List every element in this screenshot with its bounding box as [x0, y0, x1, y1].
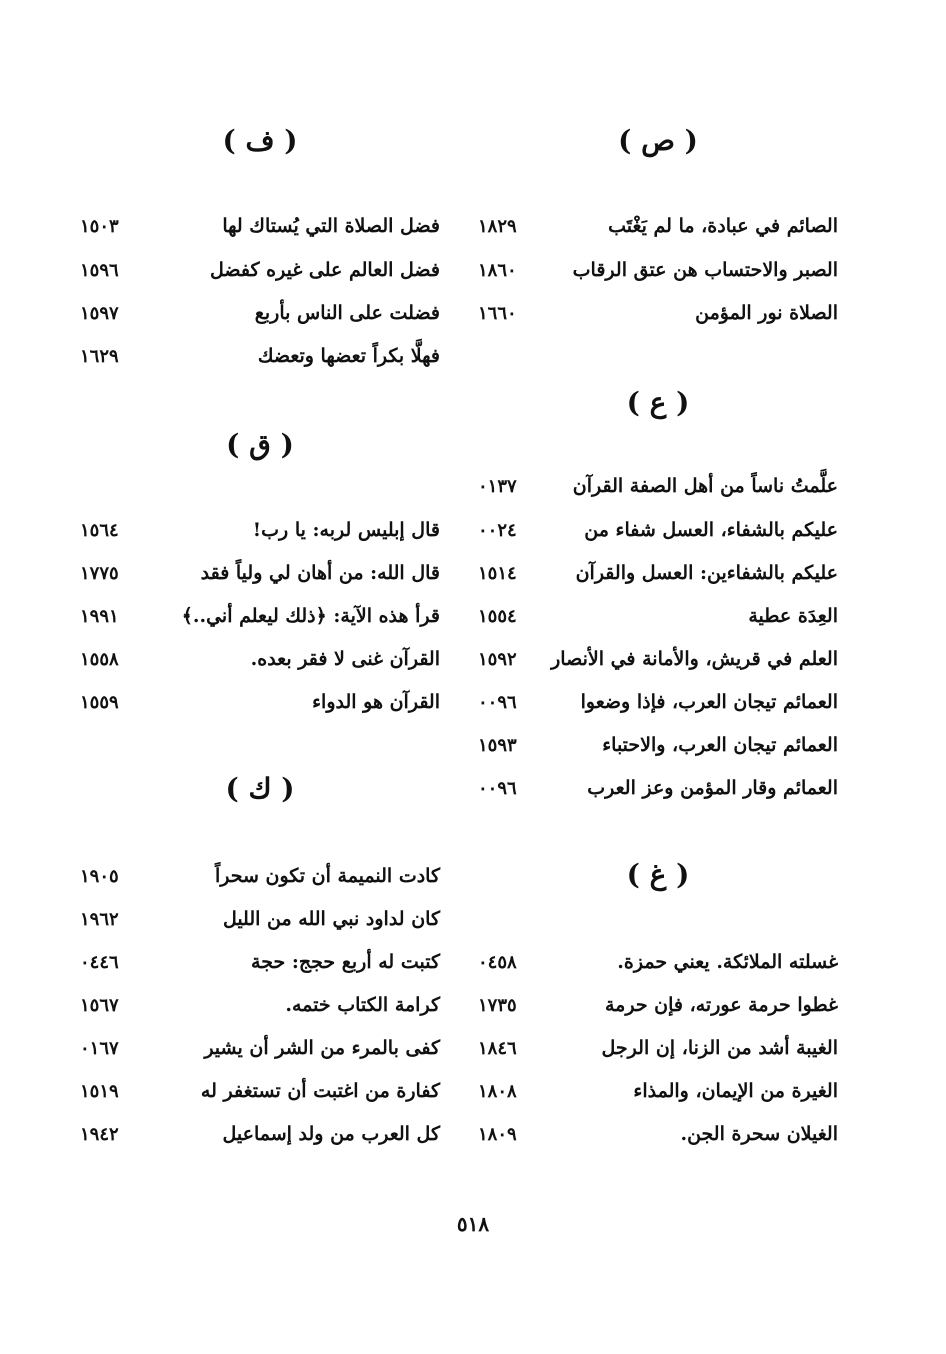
left-column [80, 0, 440, 1180]
entry-number: ١٦٢٩ [80, 345, 119, 367]
section-heading-sad: ( ص ) [618, 124, 698, 157]
entry-number: ١٨٢٩ [478, 215, 517, 237]
entry-number: ١٩٠٥ [80, 865, 119, 887]
entry-number: ٠١٦٧ [80, 1037, 119, 1059]
entry-text: فضل العالم على غيره كفضل [210, 259, 440, 281]
index-entry [478, 598, 838, 634]
entry-text: عليكم بالشفاء، العسل شفاء من [584, 519, 838, 541]
index-entry [80, 858, 440, 894]
section-heading-ayn: ( ع ) [626, 386, 690, 419]
section-heading-fa: ( ف ) [222, 124, 298, 157]
index-entry [80, 295, 440, 331]
index-entry [80, 555, 440, 591]
entry-number: ١٧٣٥ [478, 994, 517, 1016]
entry-text: قرأ هذه الآية: ﴿ذلك ليعلم أني..﴾ [181, 605, 440, 627]
index-entry [478, 1116, 838, 1152]
index-entry [478, 1030, 838, 1066]
entry-number: ١٩٦٢ [80, 908, 119, 930]
index-entry [478, 641, 838, 677]
index-entry [478, 555, 838, 591]
entry-text: الغيرة من الإيمان، والمذاء [633, 1080, 838, 1102]
index-entry [478, 295, 838, 331]
entry-text: الصائم في عبادة، ما لم يَغْتَب [608, 215, 838, 237]
index-entry [478, 770, 838, 806]
entry-number: ١٥٦٧ [80, 994, 119, 1016]
index-entry [80, 252, 440, 288]
index-entry [80, 1030, 440, 1066]
entry-number: ١٩٤٢ [80, 1123, 119, 1145]
entry-text: كان لداود نبي الله من الليل [222, 908, 440, 930]
entry-text: قال إبليس لربه: يا رب! [252, 519, 440, 541]
entry-number: ١٥٩٧ [80, 302, 119, 324]
entry-number: ١٨٠٨ [478, 1080, 517, 1102]
section-heading-kaf: ( ك ) [225, 772, 295, 805]
index-entry [478, 468, 838, 504]
entry-text: قال الله: من أهان لي ولياً فقد [200, 562, 440, 584]
entry-number: ١٥٥٨ [80, 648, 119, 670]
entry-text: كادت النميمة أن تكون سحراً [214, 865, 440, 887]
index-entry [80, 598, 440, 634]
entry-number: ١٥٥٤ [478, 605, 517, 627]
index-entry [80, 1073, 440, 1109]
entry-number: ١٥٩٦ [80, 259, 119, 281]
index-entry [478, 512, 838, 548]
entry-text: فهلَّا بكراً تعضها وتعضك [257, 345, 440, 367]
index-entry [478, 944, 838, 980]
entry-text: العمائم تيجان العرب، فإذا وضعوا [580, 691, 838, 713]
entry-text: العمائم وقار المؤمن وعز العرب [587, 777, 838, 799]
entry-number: ١٥٥٩ [80, 691, 119, 713]
entry-text: كتبت له أربع حجج: حجة [251, 951, 440, 973]
entry-text: العلم في قريش، والأمانة في الأنصار [551, 648, 838, 670]
index-entry [80, 338, 440, 374]
index-entry [80, 208, 440, 244]
entry-number: ٠٠٩٦ [478, 691, 517, 713]
section-heading-qaf: ( ق ) [226, 428, 294, 461]
entry-number: ١٥٦٤ [80, 519, 119, 541]
index-entry [80, 1116, 440, 1152]
index-entry [478, 987, 838, 1023]
index-entry [478, 684, 838, 720]
entry-number: ١٨٠٩ [478, 1123, 517, 1145]
entry-number: ١٧٧٥ [80, 562, 119, 584]
entry-number: ١٥٩٢ [478, 648, 517, 670]
entry-number: ٠٤٥٨ [478, 951, 517, 973]
entry-text: فضل الصلاة التي يُستاك لها [222, 215, 440, 237]
index-entry [80, 901, 440, 937]
entry-number: ٠٠٩٦ [478, 777, 517, 799]
entry-text: عليكم بالشفاءين: العسل والقرآن [575, 562, 838, 584]
index-entry [478, 727, 838, 763]
index-entry [478, 208, 838, 244]
entry-number: ١٥١٩ [80, 1080, 119, 1102]
entry-text: الصلاة نور المؤمن [695, 302, 838, 324]
index-entry [80, 684, 440, 720]
entry-number: ٠٤٤٦ [80, 951, 119, 973]
index-entry [80, 987, 440, 1023]
page-number: ٥١٨ [456, 1212, 490, 1236]
entry-number: ١٥٩٣ [478, 734, 517, 756]
entry-text: القرآن هو الدواء [312, 691, 440, 713]
entry-number: ١٨٤٦ [478, 1037, 517, 1059]
entry-number: ٠١٣٧ [478, 475, 517, 497]
entry-text: كفارة من اغتبت أن تستغفر له [200, 1080, 440, 1102]
index-entry [478, 252, 838, 288]
entry-number: ١٩٩١ [80, 605, 119, 627]
index-entry [80, 944, 440, 980]
entry-text: فضلت على الناس بأربع [254, 302, 440, 324]
entry-number: ١٦٦٠ [478, 302, 517, 324]
entry-text: الصبر والاحتساب هن عتق الرقاب [572, 259, 838, 281]
entry-text: كفى بالمرء من الشر أن يشير [204, 1037, 440, 1059]
entry-text: غطوا حرمة عورته، فإن حرمة [604, 994, 838, 1016]
entry-number: ١٨٦٠ [478, 259, 517, 281]
entry-number: ١٥٠٣ [80, 215, 119, 237]
entry-text: القرآن غنى لا فقر بعده. [250, 648, 440, 670]
section-heading-ghayn: ( غ ) [626, 858, 690, 891]
entry-number: ٠٠٢٤ [478, 519, 517, 541]
entry-number: ١٥١٤ [478, 562, 517, 584]
right-column [478, 0, 838, 1180]
entry-text: علَّمتُ ناساً من أهل الصفة القرآن [572, 475, 838, 497]
index-entry [80, 512, 440, 548]
index-entry [80, 641, 440, 677]
entry-text: الغيبة أشد من الزنا، إن الرجل [601, 1037, 838, 1059]
entry-text: العِدَة عطية [748, 605, 838, 627]
entry-text: كرامة الكتاب ختمه. [285, 994, 440, 1016]
entry-text: العمائم تيجان العرب، والاحتباء [602, 734, 838, 756]
entry-text: غسلته الملائكة. يعني حمزة. [617, 951, 838, 973]
entry-text: كل العرب من ولد إسماعيل [222, 1123, 440, 1145]
entry-text: الغيلان سحرة الجن. [680, 1123, 838, 1145]
index-entry [478, 1073, 838, 1109]
